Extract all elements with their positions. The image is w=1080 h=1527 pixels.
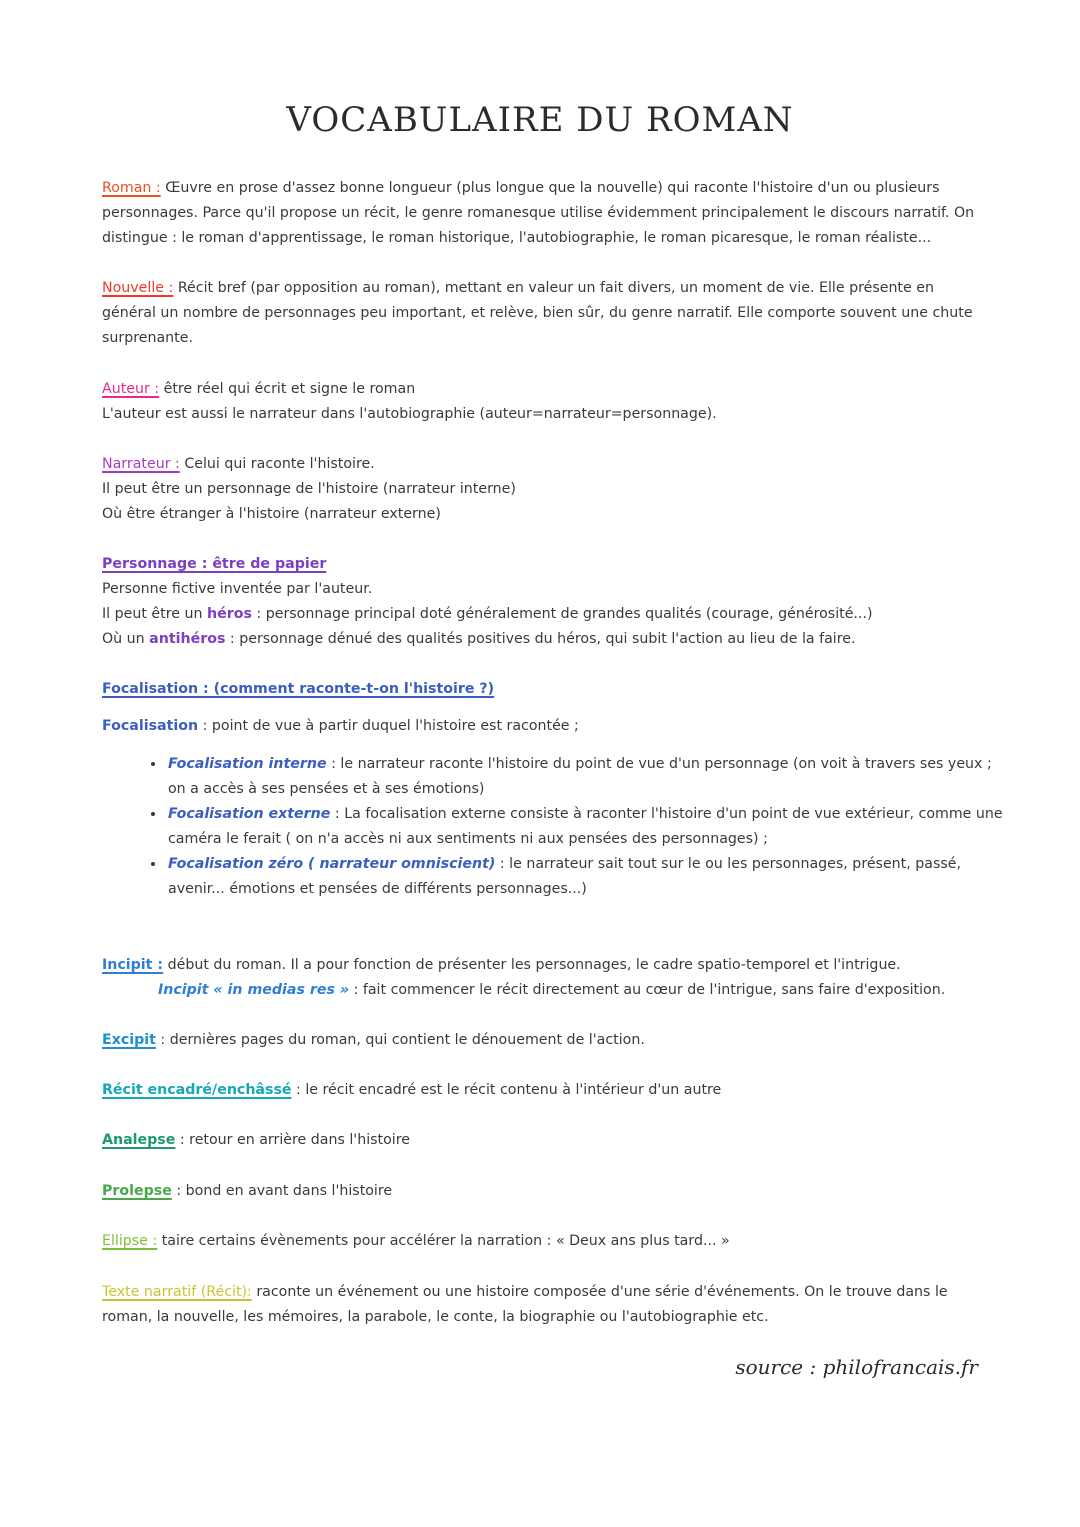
list-item	[166, 802, 1004, 852]
prolepse-term: Prolepse	[102, 1183, 172, 1199]
narrateur-text-2: Il peut être un personnage de l'histoire (narrateur interne)	[102, 481, 516, 497]
narrateur-definition	[102, 452, 978, 527]
focalisation-heading-block	[102, 677, 978, 702]
roman-term: Roman :	[102, 180, 161, 196]
nouvelle-text-3: surprenante.	[102, 330, 193, 346]
focalisation-zero-text: : le narrateur sait tout sur le ou les personnages, présent, passé, avenir... émotions et pensées de différents personnages...)	[168, 856, 961, 897]
ellipse-term: Ellipse :	[102, 1233, 158, 1249]
nouvelle-term: Nouvelle :	[102, 280, 174, 296]
incipit-text-1: début du roman. Il a pour fonction de présenter les personnages, le cadre spatio-temporel et l'intrigue.	[163, 957, 901, 973]
focalisation-heading: Focalisation : (comment raconte-t-on l'histoire ?)	[102, 681, 495, 697]
antiheros-term: antihéros	[149, 631, 226, 647]
analepse-text: : retour en arrière dans l'histoire	[175, 1132, 410, 1148]
narrateur-text-1: Celui qui raconte l'histoire.	[179, 456, 375, 472]
roman-definition	[102, 176, 978, 251]
recit-encadre-text: : le récit encadré est le récit contenu à l'intérieur d'un autre	[291, 1082, 722, 1098]
analepse-definition	[102, 1128, 978, 1153]
focalisation-list	[140, 752, 1004, 902]
focalisation-def-text: : point de vue à partir duquel l'histoire est racontée ;	[198, 718, 579, 734]
texte-narratif-definition	[102, 1280, 978, 1330]
auteur-text-1: être réel qui écrit et signe le roman	[159, 381, 416, 397]
personnage-text-3-post: : personnage dénué des qualités positives du héros, qui subit l'action au lieu de la faire.	[225, 631, 856, 647]
incipit-definition	[102, 953, 978, 1003]
personnage-text-2-pre: Il peut être un	[102, 606, 207, 622]
auteur-definition	[102, 377, 978, 427]
prolepse-text: : bond en avant dans l'histoire	[171, 1183, 393, 1199]
personnage-text-3-pre: Où un	[102, 631, 150, 647]
focalisation-externe-term: Focalisation externe	[168, 806, 331, 822]
analepse-term: Analepse	[102, 1132, 176, 1148]
incipit-medias-res-text: : fait commencer le récit directement au cœur de l'intrigue, sans faire d'exposition.	[349, 982, 946, 998]
incipit-medias-res-term: Incipit « in medias res »	[158, 982, 350, 998]
excipit-text: : dernières pages du roman, qui contient le dénouement de l'action.	[155, 1032, 645, 1048]
nouvelle-definition	[102, 276, 978, 351]
roman-text-3: distingue : le roman d'apprentissage, le roman historique, l'autobiographie, le roman picaresque, le roman réaliste...	[102, 230, 932, 246]
excipit-definition	[102, 1028, 978, 1053]
recit-encadre-definition	[102, 1078, 978, 1103]
roman-text-1: Œuvre en prose d'assez bonne longueur (plus longue que la nouvelle) qui raconte l'histoire d'un ou plusieurs	[160, 180, 940, 196]
focalisation-interne-text: : le narrateur raconte l'histoire du point de vue d'un personnage (on voit à travers ses yeux ; on a accès à ses pensées et à ses émotions)	[168, 756, 992, 797]
narrateur-text-3: Où être étranger à l'histoire (narrateur externe)	[102, 506, 441, 522]
texte-narratif-text-1: raconte un événement ou une histoire composée d'une série d'événements. On le trouve dans le	[251, 1284, 948, 1300]
narrateur-term: Narrateur :	[102, 456, 180, 472]
focalisation-externe-text: : La focalisation externe consiste à raconter l'histoire d'un point de vue extérieur, comme une caméra le ferait ( on n'a accès ni aux sentiments ni aux pensées des personnages) ;	[168, 806, 1003, 847]
recit-encadre-term: Récit encadré/enchâssé	[102, 1082, 292, 1098]
auteur-term: Auteur :	[102, 381, 160, 397]
focalisation-zero-term: Focalisation zéro ( narrateur omniscient)	[168, 856, 496, 872]
ellipse-text: taire certains évènements pour accélérer la narration : « Deux ans plus tard... »	[157, 1233, 730, 1249]
focalisation-definition	[102, 714, 978, 739]
nouvelle-text-2: général un nombre de personnages peu important, et relève, bien sûr, du genre narratif. Elle comporte souvent une chute	[102, 305, 973, 321]
texte-narratif-term: Texte narratif (Récit):	[102, 1284, 252, 1300]
nouvelle-text-1: Récit bref (par opposition au roman), mettant en valeur un fait divers, un moment de vie. Elle présente en	[173, 280, 934, 296]
source-credit: source : philofrancais.fr	[735, 1355, 978, 1379]
focalisation-def-term: Focalisation	[102, 718, 199, 734]
list-item	[166, 752, 1004, 802]
heros-term: héros	[206, 606, 252, 622]
auteur-text-2: L'auteur est aussi le narrateur dans l'autobiographie (auteur=narrateur=personnage).	[102, 406, 717, 422]
focalisation-interne-term: Focalisation interne	[168, 756, 327, 772]
prolepse-definition	[102, 1179, 978, 1204]
excipit-term: Excipit	[102, 1032, 156, 1048]
personnage-text-2-post: : personnage principal doté généralement de grandes qualités (courage, générosité...)	[251, 606, 873, 622]
incipit-term: Incipit :	[102, 957, 164, 973]
list-item	[166, 852, 1004, 902]
roman-text-2: personnages. Parce qu'il propose un récit, le genre romanesque utilise évidemment principalement le discours narratif. On	[102, 205, 975, 221]
page-title: VOCABULAIRE DU ROMAN	[286, 100, 794, 140]
personnage-text-1: Personne fictive inventée par l'auteur.	[102, 581, 373, 597]
texte-narratif-text-2: roman, la nouvelle, les mémoires, la parabole, le conte, la biographie ou l'autobiographie etc.	[102, 1309, 769, 1325]
personnage-term: Personnage : être de papier	[102, 556, 327, 572]
personnage-definition	[102, 552, 978, 652]
ellipse-definition	[102, 1229, 978, 1254]
